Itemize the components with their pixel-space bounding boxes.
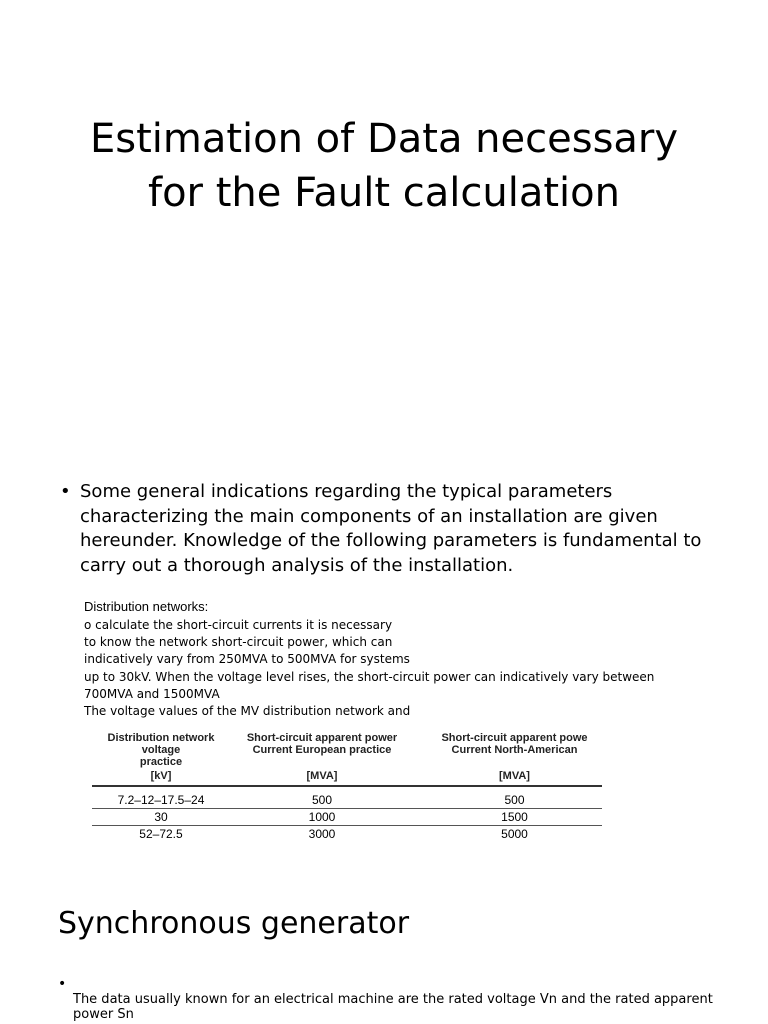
- synchronous-generator-heading: Synchronous generator: [58, 906, 410, 941]
- generator-bullet-marker: •: [58, 976, 67, 992]
- distribution-line: The voltage values of the MV distribution network and: [84, 704, 411, 719]
- header-european-power: Short-circuit apparent power Current European practice: [246, 732, 398, 756]
- table-header-rule: [92, 785, 602, 787]
- intro-bullet-text: Some general indications regarding the typical parameters characterizing the main components of an installation are given hereunder. Knowledge of the following parameters is fundamental to carry out a thorough analysis of the installation.: [80, 481, 702, 576]
- cell-european: 500: [311, 793, 333, 807]
- table-row: [92, 792, 602, 809]
- short-circuit-table: [92, 732, 602, 841]
- distribution-line: indicatively vary from 250MVA to 500MVA for systems: [84, 652, 410, 667]
- table-row: [92, 809, 602, 826]
- distribution-line: to know the network short-circuit power, which can: [84, 635, 393, 650]
- title-line-2: for the Fault calculation: [148, 170, 620, 216]
- cell-voltage: 7.2–12–17.5–24: [117, 793, 205, 807]
- distribution-line: o calculate the short-circuit currents it is necessary: [84, 618, 393, 632]
- cell-voltage: 52–72.5: [139, 827, 183, 841]
- header-north-american-power: Short-circuit apparent powe Current North-American: [441, 732, 588, 756]
- title-line-1: Estimation of Data necessary: [89, 116, 679, 162]
- slide-title: [60, 112, 708, 220]
- table-row: [92, 826, 602, 842]
- table-body: [92, 792, 602, 842]
- cell-voltage: 30: [154, 810, 168, 824]
- cell-north-american: 5000: [501, 827, 528, 841]
- distribution-paragraph: [84, 617, 704, 720]
- distribution-line: up to 30kV. When the voltage level rises, the short-circuit power can indicatively vary between: [84, 669, 655, 684]
- generator-description: The data usually known for an electrical machine are the rated voltage Vn and the rated apparent power Sn: [73, 992, 713, 1022]
- cell-european: 3000: [308, 827, 336, 841]
- unit-kv: [kV]: [150, 770, 172, 782]
- header-distribution-voltage: Distribution network voltage practice: [107, 732, 215, 768]
- cell-european: 1000: [308, 810, 336, 824]
- unit-mva-european: [MVA]: [306, 770, 338, 782]
- unit-mva-north-american: [MVA]: [499, 770, 530, 782]
- intro-bullet: [60, 480, 720, 578]
- distribution-heading: Distribution networks:: [84, 599, 209, 614]
- cell-north-american: 1500: [501, 810, 528, 824]
- bullet-marker: •: [60, 481, 71, 502]
- distribution-line: 700MVA and 1500MVA: [84, 686, 220, 701]
- table-header: [92, 732, 602, 784]
- cell-north-american: 500: [504, 793, 525, 807]
